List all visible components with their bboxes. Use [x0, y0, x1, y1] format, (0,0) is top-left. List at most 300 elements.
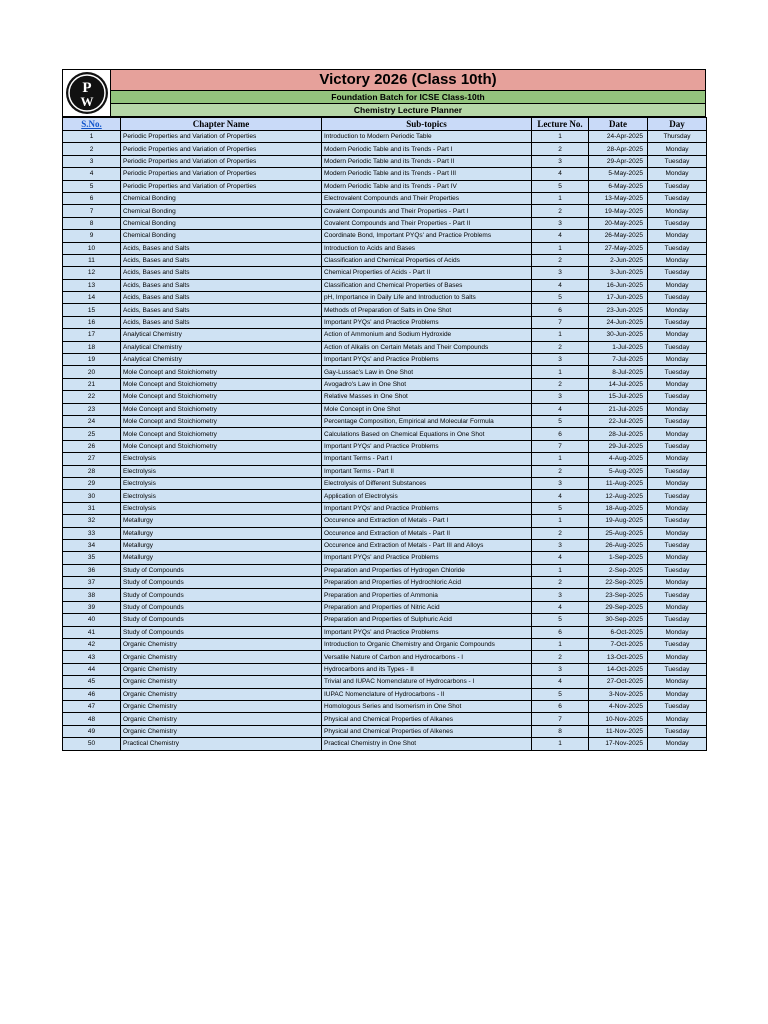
- cell-chapter: Mole Concept and Stoichiometry: [121, 403, 322, 415]
- cell-date: 27-Oct-2025: [589, 676, 648, 688]
- column-header-date: Date: [589, 118, 648, 131]
- cell-date: 16-Jun-2025: [589, 279, 648, 291]
- batch-subtitle: Foundation Batch for ICSE Class-10th: [110, 91, 706, 104]
- cell-day: Monday: [648, 688, 707, 700]
- cell-chapter: Organic Chemistry: [121, 725, 322, 737]
- cell-chapter: Mole Concept and Stoichiometry: [121, 415, 322, 427]
- cell-day: Monday: [648, 354, 707, 366]
- cell-subtopic: Modern Periodic Table and its Trends - Part III: [322, 168, 532, 180]
- cell-chapter: Metallurgy: [121, 515, 322, 527]
- table-row: [63, 490, 707, 502]
- cell-day: Tuesday: [648, 639, 707, 651]
- cell-subtopic: Coordinate Bond, Important PYQs' and Practice Problems: [322, 230, 532, 242]
- cell-day: Tuesday: [648, 180, 707, 192]
- table-row: [63, 700, 707, 712]
- cell-day: Monday: [648, 601, 707, 613]
- cell-date: 5-Aug-2025: [589, 465, 648, 477]
- cell-chapter: Chemical Bonding: [121, 205, 322, 217]
- cell-chapter: Study of Compounds: [121, 601, 322, 613]
- cell-subtopic: Introduction to Modern Periodic Table: [322, 131, 532, 143]
- cell-chapter: Analytical Chemistry: [121, 341, 322, 353]
- cell-lecture: 6: [532, 304, 589, 316]
- cell-chapter: Acids, Bases and Salts: [121, 279, 322, 291]
- cell-sno: 36: [63, 564, 121, 576]
- cell-sno: 33: [63, 527, 121, 539]
- cell-lecture: 5: [532, 292, 589, 304]
- table-row: [63, 304, 707, 316]
- cell-date: 17-Jun-2025: [589, 292, 648, 304]
- cell-day: Monday: [648, 676, 707, 688]
- cell-day: Monday: [648, 378, 707, 390]
- cell-day: Tuesday: [648, 415, 707, 427]
- cell-subtopic: Introduction to Organic Chemistry and Organic Compounds: [322, 639, 532, 651]
- lecture-planner-sheet: [62, 69, 706, 751]
- cell-sno: 46: [63, 688, 121, 700]
- cell-subtopic: Relative Masses in One Shot: [322, 391, 532, 403]
- cell-day: Monday: [648, 552, 707, 564]
- cell-date: 23-Sep-2025: [589, 589, 648, 601]
- table-row: [63, 589, 707, 601]
- cell-sno: 47: [63, 700, 121, 712]
- cell-chapter: Chemical Bonding: [121, 192, 322, 204]
- cell-subtopic: IUPAC Nomenclature of Hydrocarbons - II: [322, 688, 532, 700]
- cell-day: Tuesday: [648, 700, 707, 712]
- cell-date: 28-Jul-2025: [589, 428, 648, 440]
- cell-subtopic: Gay-Lussac's Law in One Shot: [322, 366, 532, 378]
- cell-date: 7-Oct-2025: [589, 639, 648, 651]
- cell-lecture: 1: [532, 192, 589, 204]
- cell-lecture: 3: [532, 267, 589, 279]
- cell-sno: 20: [63, 366, 121, 378]
- cell-sno: 17: [63, 329, 121, 341]
- table-row: [63, 477, 707, 489]
- cell-lecture: 1: [532, 515, 589, 527]
- cell-sno: 25: [63, 428, 121, 440]
- cell-day: Tuesday: [648, 267, 707, 279]
- cell-date: 2-Sep-2025: [589, 564, 648, 576]
- cell-subtopic: Methods of Preparation of Salts in One Shot: [322, 304, 532, 316]
- cell-sno: 38: [63, 589, 121, 601]
- cell-day: Monday: [648, 230, 707, 242]
- cell-chapter: Study of Compounds: [121, 626, 322, 638]
- cell-day: Monday: [648, 205, 707, 217]
- cell-sno: 43: [63, 651, 121, 663]
- table-row: [63, 639, 707, 651]
- cell-date: 3-Jun-2025: [589, 267, 648, 279]
- table-row: [63, 180, 707, 192]
- cell-sno: 16: [63, 316, 121, 328]
- cell-date: 24-Apr-2025: [589, 131, 648, 143]
- cell-chapter: Periodic Properties and Variation of Properties: [121, 143, 322, 155]
- cell-day: Tuesday: [648, 192, 707, 204]
- cell-subtopic: Important PYQs' and Practice Problems: [322, 502, 532, 514]
- cell-day: Monday: [648, 626, 707, 638]
- cell-day: Monday: [648, 738, 707, 750]
- cell-date: 27-May-2025: [589, 242, 648, 254]
- cell-lecture: 1: [532, 329, 589, 341]
- cell-subtopic: Hydrocarbons and its Types - II: [322, 663, 532, 675]
- cell-sno: 15: [63, 304, 121, 316]
- table-row: [63, 465, 707, 477]
- cell-subtopic: Modern Periodic Table and its Trends - Part II: [322, 155, 532, 167]
- cell-lecture: 1: [532, 366, 589, 378]
- cell-chapter: Chemical Bonding: [121, 230, 322, 242]
- cell-sno: 49: [63, 725, 121, 737]
- table-body: [63, 131, 707, 751]
- cell-chapter: Acids, Bases and Salts: [121, 292, 322, 304]
- cell-lecture: 7: [532, 713, 589, 725]
- cell-date: 11-Aug-2025: [589, 477, 648, 489]
- cell-day: Tuesday: [648, 316, 707, 328]
- cell-subtopic: Mole Concept in One Shot: [322, 403, 532, 415]
- planner-subtitle: Chemistry Lecture Planner: [110, 104, 706, 117]
- cell-subtopic: Occurence and Extraction of Metals - Part II: [322, 527, 532, 539]
- cell-subtopic: Important PYQs' and Practice Problems: [322, 552, 532, 564]
- cell-day: Tuesday: [648, 292, 707, 304]
- cell-chapter: Electrolysis: [121, 490, 322, 502]
- cell-chapter: Acids, Bases and Salts: [121, 267, 322, 279]
- table-row: [63, 676, 707, 688]
- column-header-sno[interactable]: S.No.: [63, 118, 121, 131]
- cell-sno: 27: [63, 453, 121, 465]
- cell-subtopic: Preparation and Properties of Hydrochloric Acid: [322, 577, 532, 589]
- cell-subtopic: Preparation and Properties of Ammonia: [322, 589, 532, 601]
- cell-date: 26-Aug-2025: [589, 539, 648, 551]
- table-row: [63, 502, 707, 514]
- cell-chapter: Mole Concept and Stoichiometry: [121, 440, 322, 452]
- cell-date: 17-Nov-2025: [589, 738, 648, 750]
- cell-lecture: 2: [532, 465, 589, 477]
- cell-sno: 39: [63, 601, 121, 613]
- cell-subtopic: Important Terms - Part II: [322, 465, 532, 477]
- cell-day: Monday: [648, 168, 707, 180]
- table-row: [63, 292, 707, 304]
- cell-day: Monday: [648, 527, 707, 539]
- cell-day: Monday: [648, 577, 707, 589]
- cell-sno: 50: [63, 738, 121, 750]
- table-row: [63, 391, 707, 403]
- cell-sno: 32: [63, 515, 121, 527]
- cell-date: 1-Sep-2025: [589, 552, 648, 564]
- cell-date: 22-Jul-2025: [589, 415, 648, 427]
- cell-chapter: Electrolysis: [121, 477, 322, 489]
- cell-subtopic: Practical Chemistry in One Shot: [322, 738, 532, 750]
- cell-chapter: Organic Chemistry: [121, 639, 322, 651]
- cell-chapter: Metallurgy: [121, 527, 322, 539]
- cell-day: Monday: [648, 651, 707, 663]
- cell-sno: 23: [63, 403, 121, 415]
- cell-subtopic: Preparation and Properties of Sulphuric Acid: [322, 614, 532, 626]
- cell-subtopic: Preparation and Properties of Nitric Acid: [322, 601, 532, 613]
- table-row: [63, 341, 707, 353]
- lecture-table: [62, 117, 707, 751]
- cell-lecture: 6: [532, 428, 589, 440]
- cell-lecture: 2: [532, 378, 589, 390]
- cell-chapter: Acids, Bases and Salts: [121, 304, 322, 316]
- cell-subtopic: Important PYQs' and Practice Problems: [322, 354, 532, 366]
- cell-chapter: Acids, Bases and Salts: [121, 316, 322, 328]
- cell-day: Tuesday: [648, 341, 707, 353]
- cell-subtopic: Important PYQs' and Practice Problems: [322, 626, 532, 638]
- cell-lecture: 7: [532, 440, 589, 452]
- table-row: [63, 515, 707, 527]
- cell-subtopic: Physical and Chemical Properties of Alkanes: [322, 713, 532, 725]
- cell-chapter: Metallurgy: [121, 539, 322, 551]
- cell-date: 19-Aug-2025: [589, 515, 648, 527]
- table-row: [63, 428, 707, 440]
- cell-date: 5-May-2025: [589, 168, 648, 180]
- cell-day: Tuesday: [648, 490, 707, 502]
- table-row: [63, 254, 707, 266]
- cell-lecture: 2: [532, 527, 589, 539]
- table-row: [63, 651, 707, 663]
- cell-sno: 29: [63, 477, 121, 489]
- cell-day: Monday: [648, 143, 707, 155]
- cell-sno: 3: [63, 155, 121, 167]
- table-row: [63, 552, 707, 564]
- cell-chapter: Periodic Properties and Variation of Properties: [121, 180, 322, 192]
- table-row: [63, 354, 707, 366]
- table-row: [63, 242, 707, 254]
- cell-lecture: 2: [532, 205, 589, 217]
- table-row: [63, 738, 707, 750]
- cell-lecture: 4: [532, 490, 589, 502]
- cell-sno: 34: [63, 539, 121, 551]
- title-block: [110, 69, 706, 117]
- cell-chapter: Periodic Properties and Variation of Properties: [121, 131, 322, 143]
- table-row: [63, 230, 707, 242]
- cell-day: Thursday: [648, 131, 707, 143]
- cell-chapter: Organic Chemistry: [121, 700, 322, 712]
- cell-lecture: 4: [532, 676, 589, 688]
- cell-day: Monday: [648, 502, 707, 514]
- cell-sno: 7: [63, 205, 121, 217]
- cell-subtopic: Occurence and Extraction of Metals - Part III and Alloys: [322, 539, 532, 551]
- cell-sno: 48: [63, 713, 121, 725]
- table-row: [63, 725, 707, 737]
- cell-lecture: 4: [532, 168, 589, 180]
- table-row: [63, 192, 707, 204]
- cell-date: 6-May-2025: [589, 180, 648, 192]
- cell-subtopic: Trivial and IUPAC Nomenclature of Hydrocarbons - I: [322, 676, 532, 688]
- cell-chapter: Mole Concept and Stoichiometry: [121, 428, 322, 440]
- cell-subtopic: Electrolysis of Different Substances: [322, 477, 532, 489]
- cell-date: 29-Jul-2025: [589, 440, 648, 452]
- svg-text:P: P: [81, 80, 92, 96]
- cell-day: Monday: [648, 403, 707, 415]
- cell-lecture: 1: [532, 242, 589, 254]
- cell-chapter: Organic Chemistry: [121, 651, 322, 663]
- cell-date: 4-Nov-2025: [589, 700, 648, 712]
- cell-day: Monday: [648, 329, 707, 341]
- cell-sno: 19: [63, 354, 121, 366]
- cell-subtopic: Modern Periodic Table and its Trends - Part IV: [322, 180, 532, 192]
- table-row: [63, 403, 707, 415]
- cell-sno: 24: [63, 415, 121, 427]
- cell-chapter: Study of Compounds: [121, 589, 322, 601]
- cell-date: 19-May-2025: [589, 205, 648, 217]
- cell-lecture: 5: [532, 688, 589, 700]
- cell-sno: 45: [63, 676, 121, 688]
- cell-date: 13-Oct-2025: [589, 651, 648, 663]
- table-header-row: [63, 118, 707, 131]
- cell-subtopic: Classification and Chemical Properties of Acids: [322, 254, 532, 266]
- cell-day: Tuesday: [648, 539, 707, 551]
- table-row: [63, 168, 707, 180]
- cell-day: Monday: [648, 304, 707, 316]
- cell-subtopic: Occurence and Extraction of Metals - Part I: [322, 515, 532, 527]
- cell-lecture: 5: [532, 180, 589, 192]
- table-row: [63, 217, 707, 229]
- column-header-lecture: Lecture No.: [532, 118, 589, 131]
- pw-logo-icon: [65, 71, 109, 115]
- cell-lecture: 1: [532, 453, 589, 465]
- table-row: [63, 415, 707, 427]
- table-row: [63, 440, 707, 452]
- cell-lecture: 3: [532, 663, 589, 675]
- table-row: [63, 329, 707, 341]
- cell-date: 28-Apr-2025: [589, 143, 648, 155]
- cell-lecture: 4: [532, 601, 589, 613]
- table-row: [63, 267, 707, 279]
- cell-day: Tuesday: [648, 366, 707, 378]
- cell-chapter: Acids, Bases and Salts: [121, 242, 322, 254]
- cell-sno: 14: [63, 292, 121, 304]
- cell-chapter: Organic Chemistry: [121, 676, 322, 688]
- cell-subtopic: Important Terms - Part I: [322, 453, 532, 465]
- cell-lecture: 3: [532, 477, 589, 489]
- cell-date: 26-May-2025: [589, 230, 648, 242]
- pw-logo: [62, 69, 110, 117]
- cell-day: Tuesday: [648, 725, 707, 737]
- cell-subtopic: Homologous Series and Isomerism in One Shot: [322, 700, 532, 712]
- cell-day: Tuesday: [648, 155, 707, 167]
- cell-lecture: 1: [532, 131, 589, 143]
- cell-chapter: Analytical Chemistry: [121, 329, 322, 341]
- cell-sno: 21: [63, 378, 121, 390]
- cell-date: 14-Oct-2025: [589, 663, 648, 675]
- cell-subtopic: Covalent Compounds and Their Properties - Part I: [322, 205, 532, 217]
- cell-subtopic: Important PYQs' and Practice Problems: [322, 440, 532, 452]
- cell-sno: 9: [63, 230, 121, 242]
- cell-subtopic: Calculations Based on Chemical Equations in One Shot: [322, 428, 532, 440]
- cell-chapter: Study of Compounds: [121, 577, 322, 589]
- cell-day: Monday: [648, 254, 707, 266]
- cell-sno: 42: [63, 639, 121, 651]
- svg-text:W: W: [80, 94, 93, 109]
- cell-day: Monday: [648, 477, 707, 489]
- cell-day: Tuesday: [648, 217, 707, 229]
- cell-subtopic: Chemical Properties of Acids - Part II: [322, 267, 532, 279]
- cell-subtopic: Modern Periodic Table and its Trends - Part I: [322, 143, 532, 155]
- cell-date: 22-Sep-2025: [589, 577, 648, 589]
- cell-date: 10-Nov-2025: [589, 713, 648, 725]
- cell-chapter: Chemical Bonding: [121, 217, 322, 229]
- column-header-subtopics: Sub-topics: [322, 118, 532, 131]
- cell-day: Tuesday: [648, 391, 707, 403]
- cell-date: 18-Aug-2025: [589, 502, 648, 514]
- table-row: [63, 366, 707, 378]
- cell-subtopic: Electrovalent Compounds and Their Properties: [322, 192, 532, 204]
- cell-chapter: Periodic Properties and Variation of Properties: [121, 155, 322, 167]
- cell-lecture: 2: [532, 577, 589, 589]
- cell-sno: 11: [63, 254, 121, 266]
- cell-subtopic: Versatile Nature of Carbon and Hydrocarbons - I: [322, 651, 532, 663]
- cell-lecture: 5: [532, 502, 589, 514]
- cell-date: 30-Jun-2025: [589, 329, 648, 341]
- cell-chapter: Mole Concept and Stoichiometry: [121, 378, 322, 390]
- cell-lecture: 3: [532, 539, 589, 551]
- cell-sno: 40: [63, 614, 121, 626]
- column-header-day: Day: [648, 118, 707, 131]
- table-row: [63, 453, 707, 465]
- cell-lecture: 2: [532, 341, 589, 353]
- cell-day: Monday: [648, 713, 707, 725]
- cell-chapter: Mole Concept and Stoichiometry: [121, 366, 322, 378]
- cell-day: Tuesday: [648, 515, 707, 527]
- cell-sno: 44: [63, 663, 121, 675]
- cell-subtopic: Physical and Chemical Properties of Alkenes: [322, 725, 532, 737]
- cell-chapter: Electrolysis: [121, 465, 322, 477]
- cell-date: 1-Jul-2025: [589, 341, 648, 353]
- table-row: [63, 155, 707, 167]
- cell-chapter: Electrolysis: [121, 453, 322, 465]
- cell-lecture: 4: [532, 552, 589, 564]
- table-row: [63, 601, 707, 613]
- cell-date: 4-Aug-2025: [589, 453, 648, 465]
- cell-lecture: 3: [532, 217, 589, 229]
- cell-sno: 18: [63, 341, 121, 353]
- cell-lecture: 6: [532, 626, 589, 638]
- cell-date: 23-Jun-2025: [589, 304, 648, 316]
- cell-subtopic: Covalent Compounds and Their Properties - Part II: [322, 217, 532, 229]
- cell-chapter: Periodic Properties and Variation of Properties: [121, 168, 322, 180]
- table-row: [63, 316, 707, 328]
- cell-day: Tuesday: [648, 564, 707, 576]
- table-row: [63, 527, 707, 539]
- cell-date: 15-Jul-2025: [589, 391, 648, 403]
- cell-lecture: 3: [532, 589, 589, 601]
- cell-lecture: 2: [532, 143, 589, 155]
- cell-chapter: Acids, Bases and Salts: [121, 254, 322, 266]
- cell-day: Monday: [648, 428, 707, 440]
- cell-subtopic: Avogadro's Law in One Shot: [322, 378, 532, 390]
- column-header-chapter: Chapter Name: [121, 118, 322, 131]
- cell-sno: 8: [63, 217, 121, 229]
- table-row: [63, 688, 707, 700]
- cell-chapter: Electrolysis: [121, 502, 322, 514]
- cell-date: 11-Nov-2025: [589, 725, 648, 737]
- cell-lecture: 5: [532, 614, 589, 626]
- cell-lecture: 4: [532, 279, 589, 291]
- cell-day: Tuesday: [648, 614, 707, 626]
- cell-sno: 12: [63, 267, 121, 279]
- cell-chapter: Organic Chemistry: [121, 688, 322, 700]
- cell-subtopic: Action of Ammonium and Sodium Hydroxide: [322, 329, 532, 341]
- table-row: [63, 539, 707, 551]
- cell-sno: 22: [63, 391, 121, 403]
- cell-chapter: Mole Concept and Stoichiometry: [121, 391, 322, 403]
- cell-lecture: 8: [532, 725, 589, 737]
- cell-chapter: Study of Compounds: [121, 564, 322, 576]
- cell-lecture: 1: [532, 564, 589, 576]
- page-title: Victory 2026 (Class 10th): [110, 69, 706, 91]
- cell-chapter: Organic Chemistry: [121, 713, 322, 725]
- cell-date: 20-May-2025: [589, 217, 648, 229]
- cell-sno: 28: [63, 465, 121, 477]
- cell-chapter: Study of Compounds: [121, 614, 322, 626]
- cell-chapter: Practical Chemistry: [121, 738, 322, 750]
